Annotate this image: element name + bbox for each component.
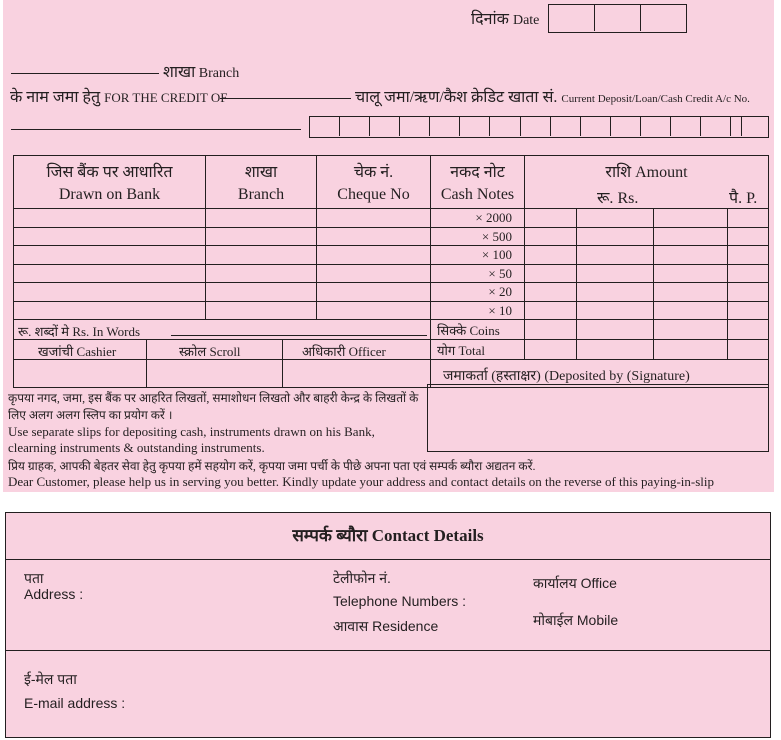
- paise-en: P.: [746, 190, 758, 207]
- amount-cell[interactable]: [577, 340, 654, 360]
- total-en: Total: [458, 342, 486, 358]
- paise-cell[interactable]: [728, 283, 769, 302]
- amount-hi: राशि: [605, 164, 632, 181]
- coins-label: [431, 320, 525, 340]
- amount-cell[interactable]: [577, 302, 654, 320]
- paise-cell[interactable]: [728, 340, 769, 360]
- branch-header: [206, 156, 317, 209]
- contact-details-section: [5, 512, 771, 738]
- branch-cell[interactable]: [206, 265, 317, 283]
- amount-cell[interactable]: [525, 340, 577, 360]
- drawn-on-bank-cell[interactable]: [14, 228, 206, 246]
- amount-cell[interactable]: [577, 209, 654, 228]
- paise-cell[interactable]: [728, 265, 769, 283]
- office-en: Office: [580, 575, 617, 591]
- note-english-line-2: clearning instruments & outstanding instruments.: [8, 440, 265, 455]
- contact-title-hi: सम्पर्क ब्यौरा: [292, 526, 368, 545]
- amount-cell[interactable]: [577, 265, 654, 283]
- date-box-divider: [594, 5, 595, 31]
- official-signature-cell: [14, 360, 431, 388]
- residence-hi: आवास: [333, 618, 369, 634]
- denomination-50: × 50: [431, 265, 525, 283]
- account-no-en: Current Deposit/Loan/Cash Credit A/c No.: [561, 93, 750, 105]
- account-box-divider: [339, 117, 340, 136]
- cash-notes-hi: नकद नोट: [450, 164, 505, 181]
- drawn-on-bank-header: [14, 156, 206, 209]
- account-box-divider: [700, 117, 701, 136]
- amount-cell[interactable]: [525, 320, 577, 340]
- amount-cell[interactable]: [654, 246, 728, 265]
- coins-hi: सिक्के: [437, 322, 467, 338]
- paise-cell[interactable]: [728, 228, 769, 246]
- official-divider: [146, 340, 147, 360]
- note-hindi-line-2: लिए अलग अलग स्लिप का प्रयोग करें ।: [8, 408, 173, 422]
- paise-label: [729, 186, 757, 208]
- date-label-en: Date: [512, 13, 540, 28]
- paise-cell[interactable]: [728, 209, 769, 228]
- rupees-en: Rs.: [617, 190, 639, 207]
- notes-divider: [427, 384, 428, 452]
- office-label[interactable]: [533, 574, 617, 593]
- account-box-divider: [520, 117, 521, 136]
- cashier-hi: खजांची: [38, 344, 74, 359]
- account-box-divider: [550, 117, 551, 136]
- branch-label-hi: शाखा: [163, 64, 196, 81]
- amount-cell[interactable]: [525, 265, 577, 283]
- cheque-no-cell[interactable]: [317, 246, 431, 265]
- cheque-no-cell[interactable]: [317, 283, 431, 302]
- signature-total-row: [14, 340, 769, 360]
- cheque-no-cell[interactable]: [317, 265, 431, 283]
- date-box-divider: [640, 5, 641, 31]
- depositor-hi: जमाकर्ता (हस्ताक्षर): [443, 369, 541, 384]
- coins-en: Coins: [469, 322, 500, 338]
- account-box-divider: [741, 117, 742, 136]
- drawn-on-bank-hi: जिस बैंक पर आधारित: [46, 164, 173, 181]
- cheque-no-cell[interactable]: [317, 302, 431, 320]
- amount-cell[interactable]: [525, 246, 577, 265]
- table-header-row: [14, 156, 769, 209]
- table-row: [14, 228, 769, 246]
- email-label-hi: ई-मेल पता: [24, 671, 77, 687]
- account-box-divider: [429, 117, 430, 136]
- branch-line[interactable]: [11, 73, 159, 74]
- date-boxes[interactable]: [548, 4, 687, 33]
- amount-in-words-cell[interactable]: [14, 320, 431, 340]
- branch-label: [163, 60, 239, 82]
- account-box-divider: [730, 117, 731, 136]
- credit-of-en: FOR THE CREDIT OF: [104, 90, 228, 105]
- denomination-100: × 100: [431, 246, 525, 265]
- amount-cell[interactable]: [577, 320, 654, 340]
- officer-en: Officer: [348, 344, 386, 359]
- contact-title-en: Contact Details: [371, 526, 484, 545]
- words-hi: रू. शब्दों मे: [18, 324, 70, 339]
- cash-notes-header: [431, 156, 525, 209]
- official-divider: [282, 340, 283, 360]
- amount-cell[interactable]: [525, 209, 577, 228]
- table-row: [14, 265, 769, 283]
- cheque-no-hi: चेक नं.: [353, 164, 394, 181]
- account-name-line[interactable]: [11, 129, 301, 130]
- account-box-divider: [489, 117, 490, 136]
- account-box-divider: [610, 117, 611, 136]
- branch-cell[interactable]: [206, 283, 317, 302]
- account-number-boxes[interactable]: [309, 116, 769, 138]
- customer-note-hindi: प्रिय ग्राहक, आपकी बेहतर सेवा हेतु कृपया हमें सहयोग करें, कृपया जमा पर्ची के पीछे अपना पता एवं सम्पर्क ब्यौरा अद्यतन करें.: [8, 459, 536, 473]
- amount-cell[interactable]: [577, 246, 654, 265]
- date-label: [471, 7, 539, 29]
- denomination-2000: × 2000: [431, 209, 525, 228]
- drawn-on-bank-cell[interactable]: [14, 209, 206, 228]
- scroll-label: [179, 342, 241, 360]
- amount-cell[interactable]: [525, 283, 577, 302]
- amount-cell[interactable]: [654, 302, 728, 320]
- total-label: [431, 340, 525, 360]
- amount-cell[interactable]: [654, 209, 728, 228]
- rupees-hi: रू.: [597, 190, 614, 207]
- official-divider: [282, 360, 283, 388]
- account-box-divider: [399, 117, 400, 136]
- paise-cell[interactable]: [728, 246, 769, 265]
- depositor-en: (Deposited by (Signature): [544, 369, 690, 384]
- mobile-label[interactable]: [533, 611, 618, 630]
- account-box-divider: [369, 117, 370, 136]
- cashier-label: [38, 342, 116, 360]
- email-label-en[interactable]: E-mail address :: [24, 695, 126, 711]
- officer-hi: अधिकारी: [302, 344, 346, 359]
- note-hindi-line-1: कृपया नगद, जमा, इस बैंक पर आहरित लिखतों, समाशोधन लिखतो और बाहरी केन्द्र के लिखतों के: [8, 391, 419, 405]
- branch-header-hi: शाखा: [244, 164, 278, 181]
- drawn-on-bank-cell[interactable]: [14, 246, 206, 265]
- scroll-hi: स्क्रोल: [179, 344, 207, 359]
- official-divider: [146, 360, 147, 388]
- table-row: [14, 283, 769, 302]
- drawn-on-bank-en: Drawn on Bank: [58, 186, 161, 203]
- branch-cell[interactable]: [206, 228, 317, 246]
- words-coins-row: [14, 320, 769, 340]
- amount-en: Amount: [635, 164, 688, 181]
- deposit-details-table: [13, 155, 769, 388]
- amount-subheader: [525, 186, 768, 206]
- drawn-on-bank-cell[interactable]: [14, 265, 206, 283]
- amount-cell[interactable]: [525, 302, 577, 320]
- paise-cell[interactable]: [728, 302, 769, 320]
- account-no-hi: चालू जमा/ऋण/कैश क्रेडिट खाता सं.: [355, 89, 558, 106]
- amount-cell[interactable]: [577, 283, 654, 302]
- note-english-line-1: Use separate slips for depositing cash, instruments drawn on his Bank,: [8, 424, 375, 439]
- amount-cell[interactable]: [577, 228, 654, 246]
- amount-cell[interactable]: [654, 228, 728, 246]
- table-row: [14, 246, 769, 265]
- amount-header: [525, 156, 769, 209]
- branch-header-en: Branch: [237, 186, 285, 203]
- account-box-divider: [640, 117, 641, 136]
- paise-cell[interactable]: [728, 320, 769, 340]
- officer-label: [302, 342, 386, 360]
- account-box-divider: [670, 117, 671, 136]
- credit-of-line[interactable]: [220, 98, 351, 99]
- amount-cell[interactable]: [654, 340, 728, 360]
- scroll-en: Scroll: [209, 344, 241, 359]
- account-no-label: [355, 85, 750, 107]
- amount-in-words-label: [18, 322, 140, 340]
- table-row: [14, 302, 769, 320]
- cash-notes-en: Cash Notes: [440, 186, 515, 203]
- cheque-no-en: Cheque No: [337, 186, 410, 203]
- official-use-cell: [14, 340, 431, 360]
- drawn-on-bank-cell[interactable]: [14, 302, 206, 320]
- cheque-no-cell[interactable]: [317, 228, 431, 246]
- denomination-20: × 20: [431, 283, 525, 302]
- amount-cell[interactable]: [654, 320, 728, 340]
- customer-note-english: Dear Customer, please help us in serving you better. Kindly update your address and contact details on the reverse of this paying-in-slip: [8, 474, 714, 489]
- telephone-label-en: Telephone Numbers :: [333, 593, 467, 609]
- address-label-en[interactable]: Address :: [24, 586, 84, 602]
- total-hi: योग: [437, 342, 456, 358]
- date-label-hi: दिनांक: [471, 11, 509, 28]
- branch-cell[interactable]: [206, 209, 317, 228]
- amount-cell[interactable]: [525, 228, 577, 246]
- address-label-hi: पता: [24, 570, 44, 586]
- residence-en: Residence: [372, 618, 439, 634]
- cheque-no-cell[interactable]: [317, 209, 431, 228]
- amount-in-words-line: [171, 335, 427, 336]
- amount-cell[interactable]: [654, 265, 728, 283]
- telephone-label-hi: टेलीफोन नं.: [333, 570, 391, 586]
- account-box-divider: [580, 117, 581, 136]
- amount-cell[interactable]: [654, 283, 728, 302]
- account-box-divider: [459, 117, 460, 136]
- paying-in-slip: [3, 0, 774, 492]
- mobile-hi: मोबाईल: [533, 612, 573, 628]
- branch-cell[interactable]: [206, 302, 317, 320]
- words-en: Rs. In Words: [72, 324, 141, 339]
- credit-of-label: [10, 85, 228, 107]
- denomination-500: × 500: [431, 228, 525, 246]
- rupees-label: [597, 186, 638, 208]
- cashier-en: Cashier: [76, 344, 117, 359]
- paise-hi: पै.: [729, 190, 743, 207]
- depositor-signature-box[interactable]: [427, 384, 769, 452]
- cheque-no-header: [317, 156, 431, 209]
- contact-title: [6, 523, 770, 546]
- branch-cell[interactable]: [206, 246, 317, 265]
- credit-of-hi: के नाम जमा हेतु: [10, 89, 101, 106]
- table-row: [14, 209, 769, 228]
- denomination-10: × 10: [431, 302, 525, 320]
- residence-label[interactable]: [333, 617, 438, 636]
- mobile-en: Mobile: [576, 612, 619, 628]
- branch-label-en: Branch: [198, 66, 240, 81]
- drawn-on-bank-cell[interactable]: [14, 283, 206, 302]
- amount-title: [525, 160, 768, 182]
- office-hi: कार्यालय: [533, 575, 577, 591]
